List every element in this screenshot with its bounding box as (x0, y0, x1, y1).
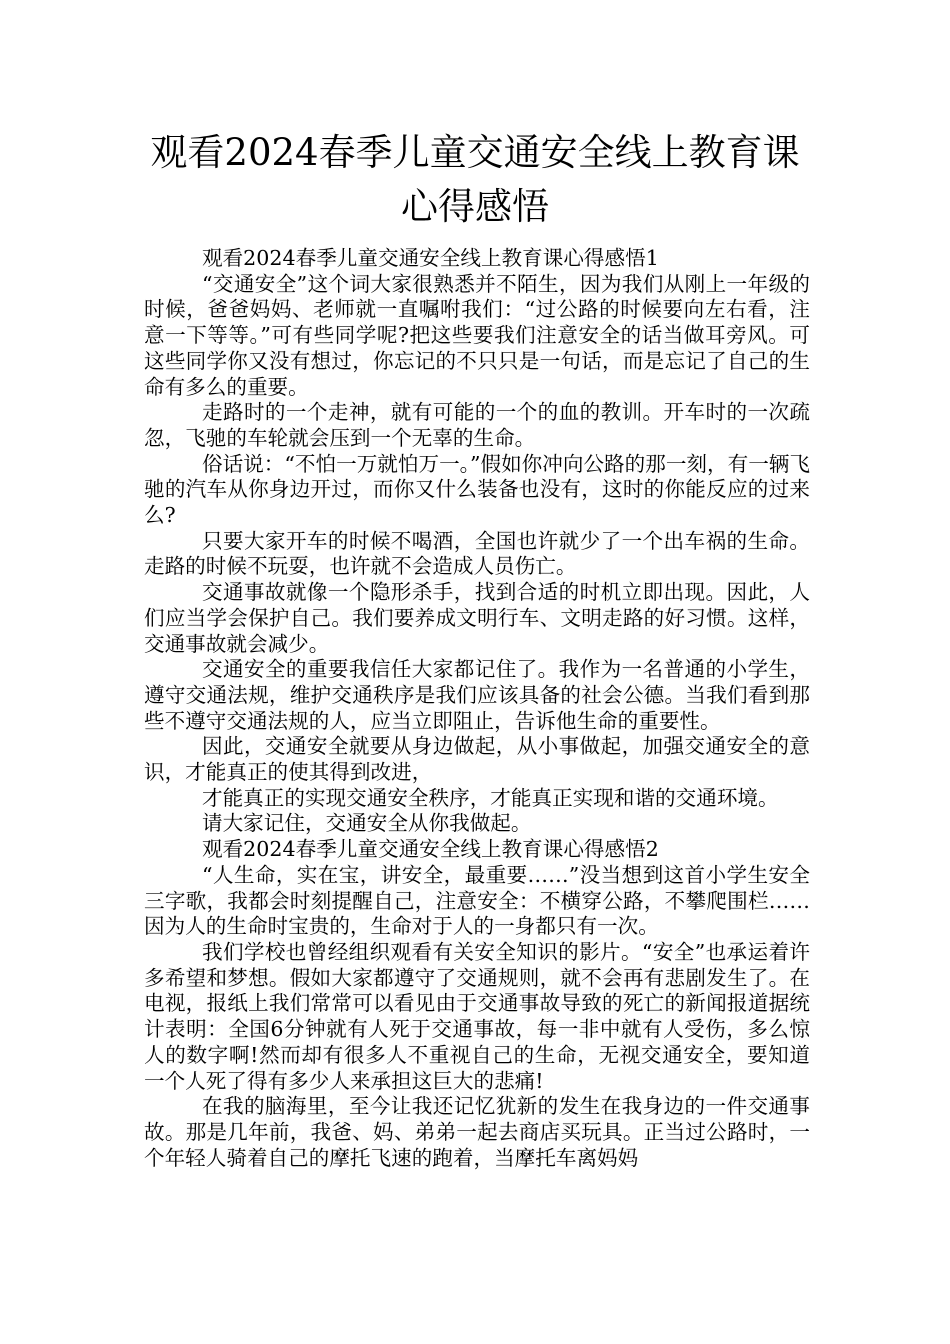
paragraph: 只要大家开车的时候不喝酒，全国也许就少了一个出车祸的生命。走路的时候不玩耍，也许就不会造成人员伤亡。 (144, 528, 810, 579)
paragraph: 交通事故就像一个隐形杀手，找到合适的时机立即出现。因此，人们应当学会保护自己。我们要养成文明行车、文明走路的好习惯。这样，交通事故就会减少。 (144, 580, 810, 656)
paragraph: 在我的脑海里，至今让我还记忆犹新的发生在我身边的一件交通事故。那是几年前，我爸、妈、弟弟一起去商店买玩具。正当过公路时，一个年轻人骑着自己的摩托飞速的跑着，当摩托车离妈妈 (144, 1094, 810, 1170)
paragraph: 走路时的一个走神，就有可能的一个的血的教训。开车时的一次疏忽，飞驰的车轮就会压到一个无辜的生命。 (144, 400, 810, 450)
paragraph: 请大家记住，交通安全从你我做起。 (202, 811, 532, 836)
paragraph: 俗话说：“不怕一万就怕万一。”假如你冲向公路的那一刻，有一辆飞驰的汽车从你身边开过，而你又什么装备也没有，这时的你能反应的过来么? (144, 451, 810, 528)
paragraph-heading-1: 观看2024春季儿童交通安全线上教育课心得感悟1 (202, 246, 659, 270)
paragraph: 我们学校也曾经组织观看有关安全知识的影片。“安全”也承运着许多希望和梦想。假如大家都遵守了交通规则，就不会再有悲剧发生了。在电视，报纸上我们常常可以看见由于交通事故导致的死亡的新闻报道据统计表明：全国6分钟就有人死于交通事故，每一非中就有人受伤，多么惊人的数字啊!然而却有很多人不重视自己的生命，无视交通安全，要知道一个人死了得有多少人来承担这巨大的悲痛! (144, 939, 810, 1093)
paragraph: 因此，交通安全就要从身边做起，从小事做起，加强交通安全的意识，才能真正的使其得到改进， (144, 734, 810, 785)
paragraph: “人生命，实在宝，讲安全，最重要……”没当想到这首小学生安全三字歌，我都会时刻提醒自己，注意安全：不横穿公路，不攀爬围栏……因为人的生命时宝贵的，生命对于人的一身都只有一次。 (144, 862, 810, 939)
paragraph: 交通安全的重要我信任大家都记住了。我作为一名普通的小学生，遵守交通法规，维护交通秩序是我们应该具备的社会公德。当我们看到那些不遵守交通法规的人，应当立即阻止，告诉他生命的重要性。 (144, 657, 810, 733)
paragraph: 才能真正的实现交通安全秩序，才能真正实现和谐的交通环境。 (202, 785, 779, 810)
document-title: 观看2024春季儿童交通安全线上教育课心得感悟 (150, 131, 800, 228)
paragraph: “交通安全”这个词大家很熟悉并不陌生，因为我们从刚上一年级的时候，爸爸妈妈、老师就一直嘱咐我们：“过公路的时候要向左右看，注意一下等等。”可有些同学呢?把这些要我们注意安全的话当做耳旁风。可这些同学你又没有想过，你忘记的不只只是一句话，而是忘记了自己的生命有多么的重要。 (144, 271, 810, 399)
document-body (144, 246, 810, 1171)
paragraph-heading-2: 观看2024春季儿童交通安全线上教育课心得感悟2 (202, 837, 659, 862)
